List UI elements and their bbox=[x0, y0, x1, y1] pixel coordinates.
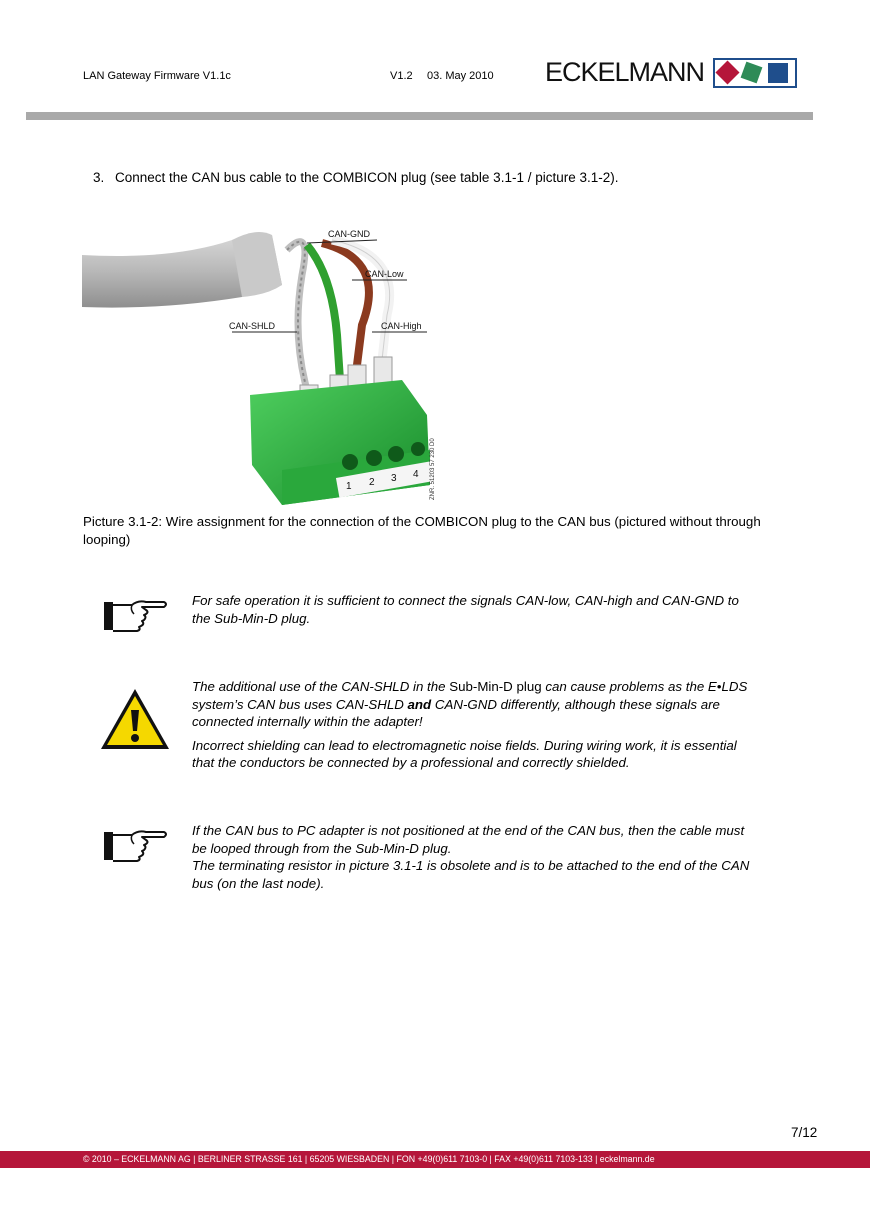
page-number: 7/12 bbox=[791, 1125, 818, 1140]
warning-can-shld bbox=[192, 678, 752, 778]
pin-number-4: 4 bbox=[413, 469, 419, 480]
doc-title: LAN Gateway Firmware V1.1c bbox=[83, 70, 231, 82]
warning-paragraph-2: Incorrect shielding can lead to electromagnetic noise fields. During wiring work, it is essential that the conductors be connected by a professional and correctly shielded. bbox=[192, 737, 737, 770]
step-text: Connect the CAN bus cable to the COMBICON plug (see table 3.1-1 / picture 3.1-2). bbox=[115, 170, 619, 185]
doc-date: 03. May 2010 bbox=[427, 70, 494, 82]
pin-number-3: 3 bbox=[391, 473, 397, 484]
figure-caption: Picture 3.1-2: Wire assignment for the connection of the COMBICON plug to the CAN bus (pictured without through looping) bbox=[83, 514, 761, 547]
label-can-low: CAN-Low bbox=[365, 269, 404, 279]
warning-text-bold: and bbox=[407, 696, 432, 712]
note-1-text: For safe operation it is sufficient to connect the signals CAN-low, CAN-high and CAN-GND to the Sub-Min-D plug. bbox=[192, 593, 739, 626]
pin-number-1: 1 bbox=[346, 481, 352, 492]
warning-text-plug: Sub-Min-D plug bbox=[449, 679, 542, 694]
step-number: 3. bbox=[93, 170, 105, 185]
part-number: ZNR. 51203 57 230 D0 bbox=[430, 438, 436, 500]
pin-number-2: 2 bbox=[369, 477, 375, 488]
note-3-line-2: The terminating resistor in picture 3.1-1 is obsolete and is to be attached to the end of the CAN bus (on the last node). bbox=[192, 858, 750, 891]
note-safe-operation bbox=[192, 592, 752, 633]
footer-text: © 2010 – ECKELMANN AG | BERLINER STRASSE 161 | 65205 WIESBADEN | FON +49(0)611 7103-0 | FAX +49(0)611 7103-133 | eckelmann.de bbox=[83, 1154, 655, 1164]
pointing-hand-icon-2 bbox=[102, 826, 168, 864]
label-can-high: CAN-High bbox=[381, 321, 422, 331]
warning-text-2: can cause problems as the E•LDS system’s CAN bus uses CAN-SHLD bbox=[192, 679, 748, 712]
company-logo-icon bbox=[713, 58, 797, 88]
label-can-gnd: CAN-GND bbox=[328, 229, 370, 239]
pointing-hand-icon bbox=[102, 596, 168, 634]
header-divider bbox=[26, 112, 813, 120]
doc-version: V1.2 bbox=[390, 70, 413, 82]
company-logo-text: ECKELMANN bbox=[545, 57, 705, 87]
warning-triangle-icon bbox=[99, 686, 171, 752]
warning-text-3: CAN-GND differently, although these signals are connected internally within the adapter! bbox=[192, 696, 720, 729]
warning-text-1: The additional use of the CAN-SHLD in the bbox=[192, 679, 446, 694]
combicon-plug-photo bbox=[82, 215, 462, 510]
warning-paragraph-1 bbox=[192, 678, 752, 731]
note-3-line-1: If the CAN bus to PC adapter is not positioned at the end of the CAN bus, then the cable must be looped through from the Sub-Min-D plug. bbox=[192, 823, 745, 856]
note-loop-through bbox=[192, 822, 752, 892]
step-3 bbox=[93, 170, 619, 185]
label-can-shld: CAN-SHLD bbox=[229, 321, 276, 331]
